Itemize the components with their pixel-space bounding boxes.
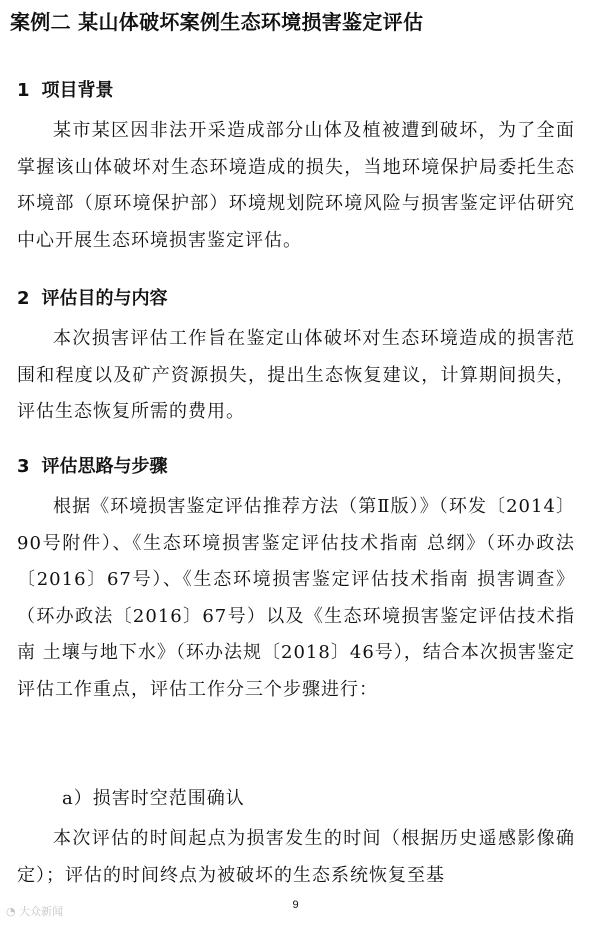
- section-paragraph-3: 根据《环境损害鉴定评估推荐方法（第Ⅱ版）》（环发〔2014〕90号附件）、《生态环境损害鉴定评估技术指南 总纲》（环办政法〔2016〕67号）、《生态环境损害鉴定评估技术指南 损害调查》（环办政法〔2016〕67号）以及《生态环境损害鉴定评估技术指南 土壤与地下水》（环办法规〔2018〕46号），结合本次损害鉴定评估工作重点，评估工作分三个步骤进行：: [17, 496, 575, 700]
- section-heading-3: [17, 452, 168, 482]
- section-heading-text: 评估思路与步骤: [41, 456, 168, 477]
- watermark-icon: ◔: [6, 905, 20, 918]
- section-number: 2: [17, 288, 30, 309]
- watermark-text: 大众新闻: [19, 905, 64, 918]
- section-paragraph-1: 某市某区因非法开采造成部分山体及植被遭到破坏，为了全面掌握该山体破坏对生态环境造成的损失，当地环境保护局委托生态环境部（原环境保护部）环境规划院环境风险与损害鉴定评估研究中心开展生态环境损害鉴定评估。: [17, 120, 575, 251]
- section-heading-text: 项目背景: [41, 80, 114, 101]
- section-number: 3: [17, 456, 30, 477]
- section-paragraph-2: 本次损害评估工作旨在鉴定山体破坏对生态环境造成的损害范围和程度以及矿产资源损失，提出生态恢复建议，计算期间损失，评估生态恢复所需的费用。: [17, 328, 575, 422]
- page-number: 9: [292, 899, 299, 911]
- section-heading-2: [17, 284, 168, 314]
- section-number: 1: [17, 80, 30, 101]
- section-heading-1: [17, 76, 114, 106]
- watermark-logo: [6, 903, 63, 919]
- sub-paragraph-a: 本次评估的时间起点为损害发生的时间（根据历史遥感影像确定）；评估的时间终点为被破坏的生态系统恢复至基: [17, 828, 575, 886]
- section-heading-text: 评估目的与内容: [41, 288, 168, 309]
- sub-heading-a: a）损害时空范围确认: [62, 788, 245, 809]
- page-title: 案例二 某山体破坏案例生态环境损害鉴定评估: [10, 10, 424, 34]
